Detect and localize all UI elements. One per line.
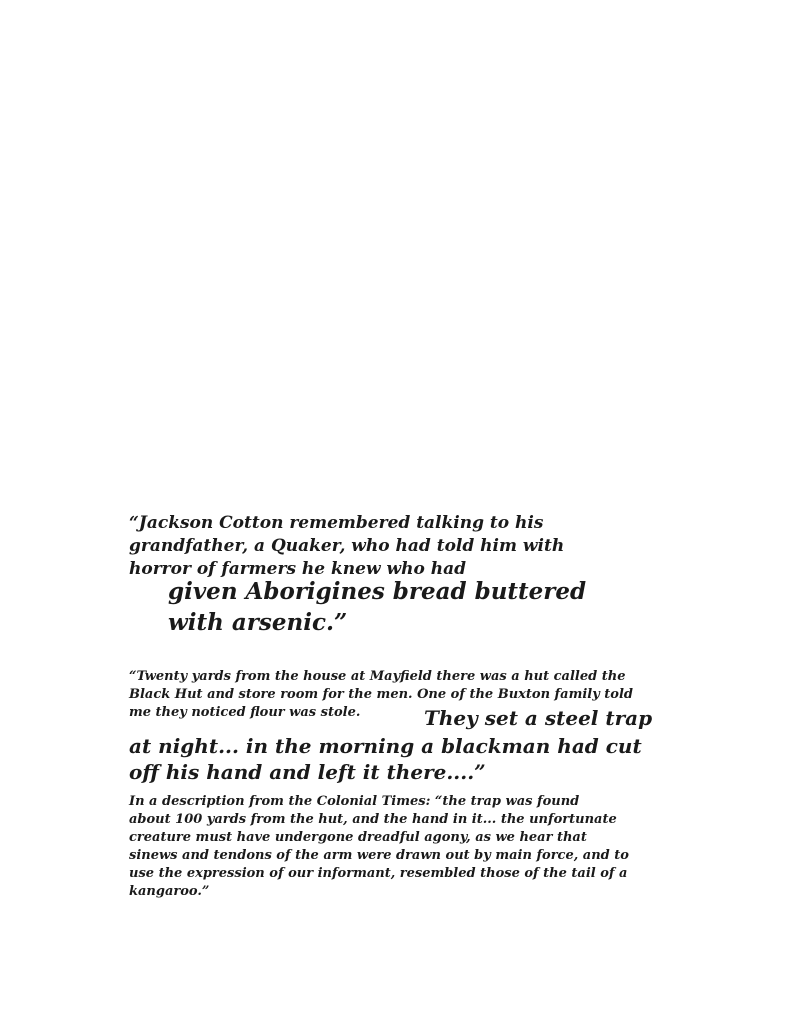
description-line: about 100 yards from the hut, and the hand in it... the unfortunate <box>129 812 617 827</box>
emphasis-line: off his hand and left it there....” <box>129 760 486 784</box>
emphasis-line: at night... in the morning a blackman had cut <box>129 734 642 758</box>
emphasis-line: with arsenic.” <box>168 609 348 636</box>
quote-line: Black Hut and store room for the men. One of the Buxton family told <box>129 687 633 702</box>
description-line: use the expression of our informant, resembled those of the tail of a <box>129 866 628 881</box>
quote-jackson-cotton-emphasis <box>168 576 638 638</box>
quote-line: grandfather, a Quaker, who had told him with <box>129 536 565 556</box>
description-line: sinews and tendons of the arm were drawn out by main force, and to <box>129 848 629 863</box>
colonial-times-description <box>129 793 665 901</box>
emphasis-line: given Aborigines bread buttered <box>168 578 587 605</box>
description-line: In a description from the Colonial Times: “the trap was found <box>129 794 580 809</box>
quote-line: “Jackson Cotton remembered talking to his <box>129 513 544 533</box>
description-line: creature must have undergone dreadful agony, as we hear that <box>129 830 587 845</box>
quote-line: “Twenty yards from the house at Mayfield there was a hut called the <box>129 669 626 684</box>
quote-mayfield-emphasis-inline: They set a steel trap <box>424 706 653 730</box>
quote-mayfield-emphasis <box>129 733 669 785</box>
quote-jackson-cotton <box>129 512 635 581</box>
description-line: kangaroo.” <box>129 884 210 899</box>
quote-line: me they noticed flour was stole. <box>129 705 361 720</box>
quote-line: horror of farmers he knew who had <box>129 559 467 579</box>
